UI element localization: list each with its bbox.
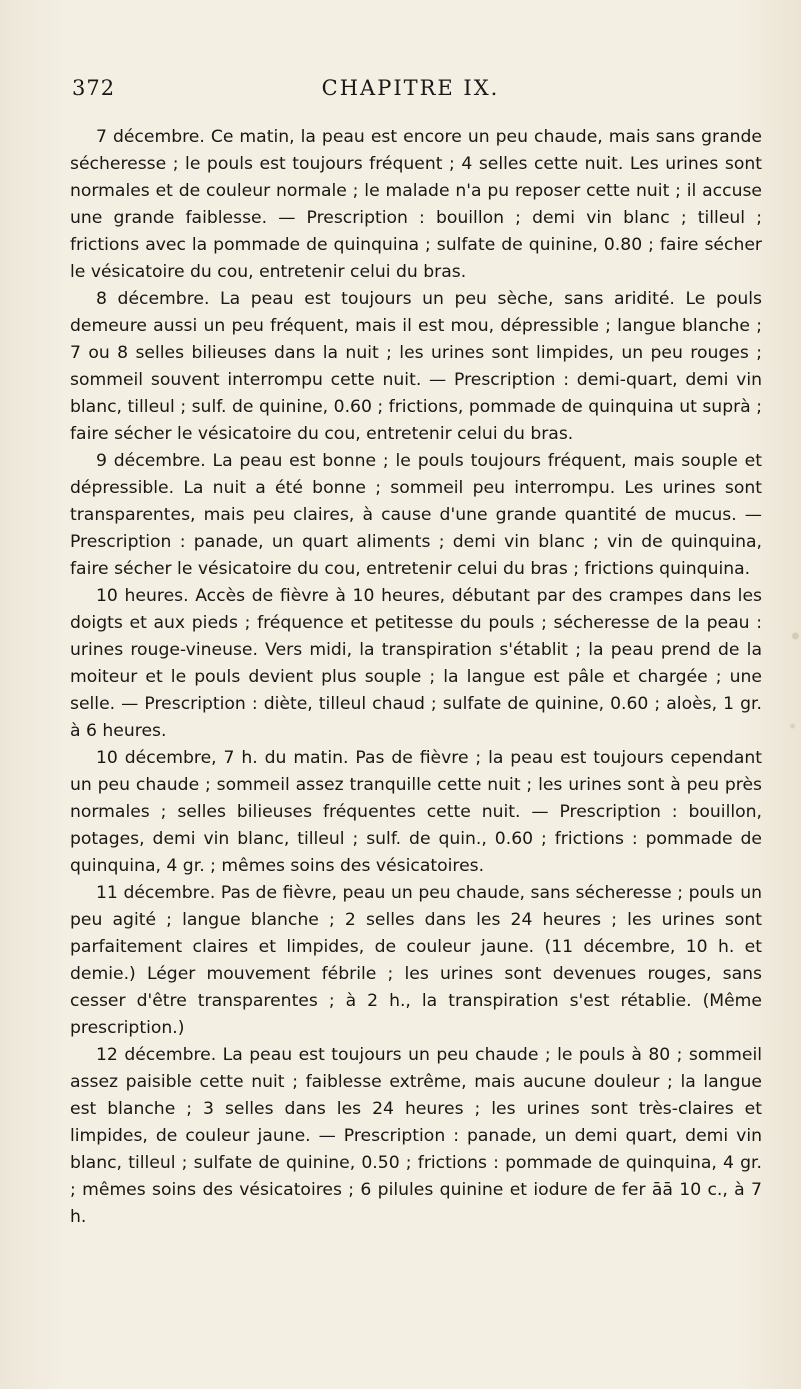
page-edge-foxing — [787, 600, 801, 780]
running-head — [72, 76, 749, 108]
paragraph-11-decembre: 11 décembre. Pas de fièvre, peau un peu chaude, sans sécheresse ; pouls un peu agité ; langue blanche ; 2 selles dans les 24 heures ; les urines sont parfaitement claires et limpides, de couleur jaune. (11 décembre, 10 h. et demie.) Léger mouvement fébrile ; les urines sont devenues rouges, sans cesser d'être transparentes ; à 2 h., la transpiration s'est rétablie. (Même prescription.) — [70, 883, 762, 1038]
page-number: 372 — [72, 76, 116, 100]
chapter-title: CHAPITRE IX. — [321, 76, 500, 100]
paragraph-7-decembre: 7 décembre. Ce matin, la peau est encore un peu chaude, mais sans grande sécheresse ; le pouls est toujours fréquent ; 4 selles cette nuit. Les urines sont normales et de couleur normale ; le malade n'a pu reposer cette nuit ; il accuse une grande faiblesse. — Prescription : bouillon ; demi vin blanc ; tilleul ; frictions avec la pommade de quinquina ; sulfate de quinine, 0.80 ; faire sécher le vésicatoire du cou, entretenir celui du bras. — [70, 127, 762, 282]
paragraph-8-decembre: 8 décembre. La peau est toujours un peu sèche, sans aridité. Le pouls demeure aussi un peu fréquent, mais il est mou, dépressible ; langue blanche ; 7 ou 8 selles bilieuses dans la nuit ; les urines sont limpides, un peu rouges ; sommeil souvent interrompu cette nuit. — Prescription : demi-quart, demi vin blanc, tilleul ; sulf. de quinine, 0.60 ; frictions, pommade de quinquina ut suprà ; faire sécher le vésicatoire du cou, entretenir celui du bras. — [70, 289, 762, 444]
paragraph-9-decembre: 9 décembre. La peau est bonne ; le pouls toujours fréquent, mais souple et dépressible. La nuit a été bonne ; sommeil peu interrompu. Les urines sont transparentes, mais peu claires, à cause d'une grande quantité de mucus. — Prescription : panade, un quart aliments ; demi vin blanc ; vin de quinquina, faire sécher le vésicatoire du cou, entretenir celui du bras ; frictions quinquina. — [70, 451, 762, 579]
paragraph-12-decembre: 12 décembre. La peau est toujours un peu chaude ; le pouls à 80 ; sommeil assez paisible cette nuit ; faiblesse extrême, mais aucune douleur ; la langue est blanche ; 3 selles dans les 24 heures ; les urines sont très-claires et limpides, de couleur jaune. — Prescription : panade, un demi quart, demi vin blanc, tilleul ; sulfate de quinine, 0.50 ; frictions : pommade de quinquina, 4 gr. ; mêmes soins des vésicatoires ; 6 pilules quinine et iodure de fer āā 10 c., à 7 h. — [70, 1045, 762, 1227]
paragraph-10-decembre: 10 décembre, 7 h. du matin. Pas de fièvre ; la peau est toujours cependant un peu chaude ; sommeil assez tranquille cette nuit ; les urines sont à peu près normales ; selles bilieuses fréquentes cette nuit. — Prescription : bouillon, potages, demi vin blanc, tilleul ; sulf. de quin., 0.60 ; frictions : pommade de quinquina, 4 gr. ; mêmes soins des vésicatoires. — [70, 748, 762, 876]
paragraph-10-heures: 10 heures. Accès de fièvre à 10 heures, débutant par des crampes dans les doigts et aux pieds ; fréquence et petitesse du pouls ; sécheresse de la peau : urines rouge-vineuse. Vers midi, la transpiration s'établit ; la peau prend de la moiteur et le pouls devient plus souple ; la langue est pâle et chargée ; une selle. — Prescription : diète, tilleul chaud ; sulfate de quinine, 0.60 ; aloès, 1 gr. à 6 heures. — [70, 586, 762, 741]
body-text — [70, 124, 762, 1231]
